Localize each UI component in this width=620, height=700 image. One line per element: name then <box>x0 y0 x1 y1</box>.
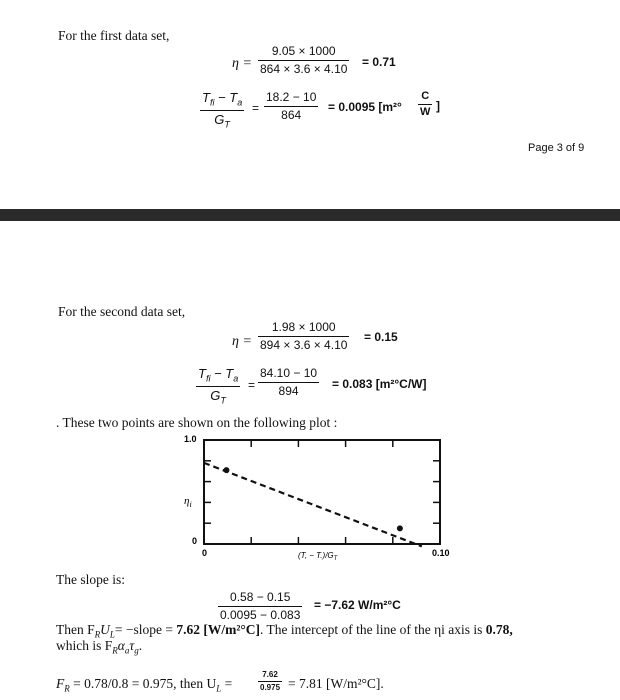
y-axis-label: $\eta_i$ <box>184 495 192 509</box>
then-line: Then $F_RU_L=$ −slope = 7.62 [W/m²°C]. The intercept of the line of the ηi axis is 0.78, <box>56 622 513 640</box>
plot-frame <box>204 440 440 544</box>
x1-unit-num: C <box>421 90 430 102</box>
fr-fraction <box>258 670 282 692</box>
x-axis-label: (T, − $T.)/G_T$ <box>298 551 338 562</box>
slope-denominator: 0.0095 − 0.083 <box>220 608 301 622</box>
fr-line: $F_R = 0.78/0.8 = 0.975$, then $U_L$ = <box>56 676 233 694</box>
x1-numerator: 18.2 − 10 <box>266 90 317 104</box>
fr-frac-den: 0.975 <box>260 683 281 692</box>
x1-fraction <box>264 90 318 122</box>
x2-denominator: 894 <box>278 384 299 398</box>
eta1-numerator: 9.05 × 1000 <box>271 44 336 58</box>
slope-intro: The slope is: <box>56 572 125 587</box>
which-is-line: which is $F_R\alpha_a\tau_g$. <box>56 638 143 656</box>
eta1-denominator: 864 × 3.6 × 4.10 <box>260 62 348 76</box>
page-divider <box>0 209 620 221</box>
first-data-set-intro: For the first data set, <box>58 28 170 43</box>
x1-unit-den: W <box>420 106 431 118</box>
then-value: 7.62 [W/m²°C] <box>176 622 261 637</box>
data-point <box>397 525 403 531</box>
fr-frac-num: 7.62 <box>262 670 278 679</box>
tfi-ta-over-gt-1: $T_{fi} - T_a$ $G_T$ <box>202 90 243 130</box>
y-tick-bottom: 0 <box>192 536 198 546</box>
x2-fraction <box>258 366 319 398</box>
eta-symbol-2: η = <box>232 334 252 349</box>
slope-result: = −7.62 W/m²°C <box>314 598 401 612</box>
y-tick-top: 1.0 <box>184 434 197 444</box>
fr-result: = 7.81 [W/m²°C]. <box>288 676 384 691</box>
plot-intro: . These two points are shown on the following plot : <box>56 415 338 430</box>
second-data-set-intro: For the second data set, <box>58 304 186 319</box>
x2-numerator: 84.10 − 10 <box>260 366 318 380</box>
x2-result: = 0.083 [m²°C/W] <box>332 377 427 391</box>
tfi-ta-over-gt-2: $T_{fi} - T_a$ $G_T$ <box>198 366 239 406</box>
eta1-fraction <box>258 44 349 76</box>
page-number: Page 3 of 9 <box>528 142 585 154</box>
series-line <box>204 463 422 547</box>
eta1-result: = 0.71 <box>362 55 396 69</box>
plot-ticks <box>204 440 440 544</box>
eta2-numerator: 1.98 × 1000 <box>271 320 336 334</box>
x-tick-right: 0.10 <box>432 548 450 558</box>
eta2-result: = 0.15 <box>364 330 398 344</box>
x1-denominator: 864 <box>281 108 302 122</box>
efficiency-plot <box>180 432 460 562</box>
x-tick-left: 0 <box>202 548 208 558</box>
eta2-denominator: 894 × 3.6 × 4.10 <box>260 338 348 352</box>
slope-numerator: 0.58 − 0.15 <box>230 590 291 604</box>
x1-result: = 0.0095 [m²° <box>328 100 402 114</box>
eta-symbol-1: η = <box>232 56 252 71</box>
slope-fraction <box>218 590 302 622</box>
x1-unit-fraction <box>418 90 432 118</box>
data-point <box>223 467 229 473</box>
eta2-fraction <box>258 320 349 352</box>
plot-series <box>204 463 422 547</box>
intercept-value: 0.78, <box>485 622 513 637</box>
